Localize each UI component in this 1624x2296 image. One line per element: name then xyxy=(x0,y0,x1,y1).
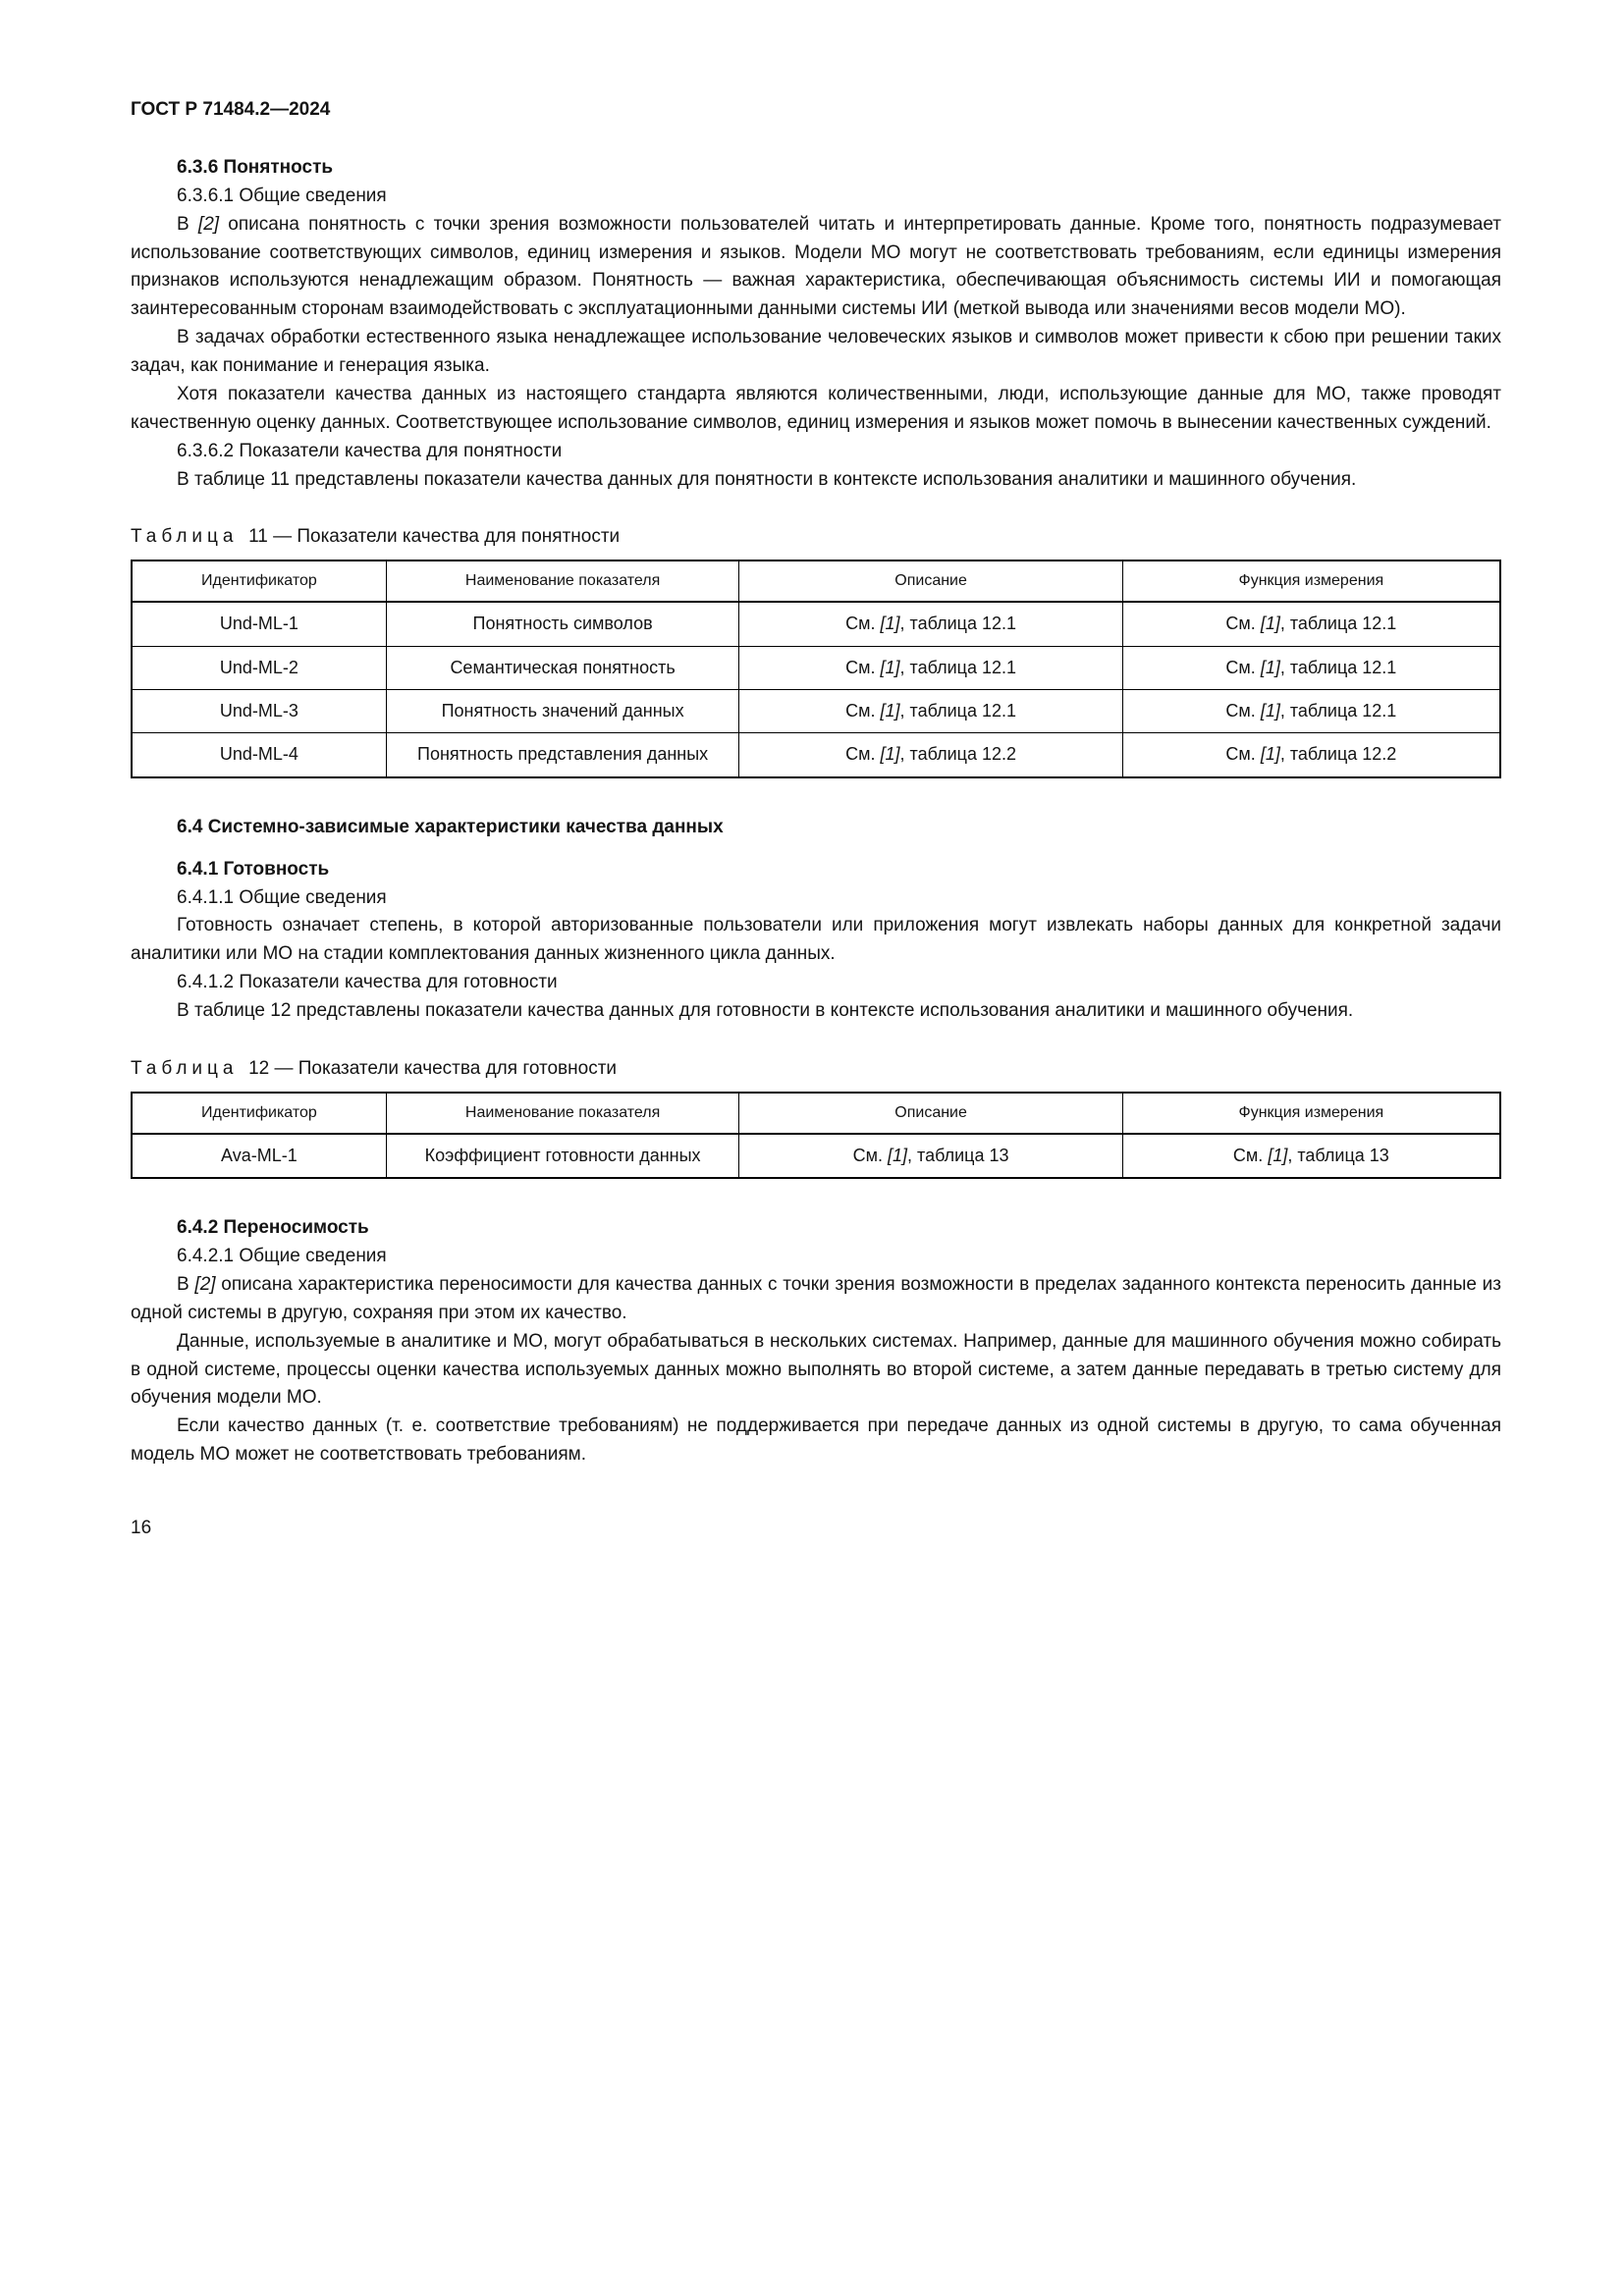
heading-6-4-2: 6.4.2 Переносимость xyxy=(177,1217,369,1239)
subheading-6-4-2-1: 6.4.2.1 Общие сведения xyxy=(177,1246,387,1267)
cell-measure-name: Понятность символов xyxy=(386,602,739,646)
subheading-6-3-6-2: 6.3.6.2 Показатели качества для понятности xyxy=(177,440,563,461)
cell-measure-name: Понятность значений данных xyxy=(386,690,739,733)
cell-measure-name: Коэффициент готовности данных xyxy=(386,1134,739,1178)
table-11-caption xyxy=(131,523,1501,552)
heading-6-4-1: 6.4.1 Готовность xyxy=(177,858,330,880)
cell-description: См. [1], таблица 13 xyxy=(739,1134,1122,1178)
cell-identifier: Und-ML-1 xyxy=(132,602,386,646)
cell-description: См. [1], таблица 12.1 xyxy=(739,602,1122,646)
paragraph-availability-definition: Готовность означает степень, в которой авторизованные пользователи или приложения могут извлекать наборы данных для конкретной задачи аналитики или МО на стадии комплектования данных жизненного цикла данных. xyxy=(131,915,1501,965)
paragraph-table-12-intro: В таблице 12 представлены показатели качества данных для готовности в контексте использования аналитики и машинного обучения. xyxy=(177,1000,1354,1022)
cell-measurement-function: См. [1], таблица 12.2 xyxy=(1122,733,1500,777)
cell-identifier: Ava-ML-1 xyxy=(132,1134,386,1178)
column-header-measure-name: Наименование показателя xyxy=(386,561,739,602)
table-11-header-row xyxy=(132,561,1500,602)
paragraph-understandability-intro: В [2] описана понятность с точки зрения возможности пользователей читать и интерпретировать данные. Кроме того, понятность подразумевает использование соответствующих символов, единиц измерения и языков. Модели МО могут не соответствовать требованиям, если единицы измерения признаков используются ненадлежащим образом. Понятность — важная характеристика, обеспечивающая объяснимость системы ИИ и помогающая заинтересованным сторонам взаимодействовать с эксплуатационными данными системы ИИ (меткой вывода или значениями весов модели МО). xyxy=(131,213,1501,320)
column-header-identifier: Идентификатор xyxy=(132,561,386,602)
table-12-caption xyxy=(131,1055,1501,1084)
table-12-caption-text: 12 — Показатели качества для готовности xyxy=(248,1057,618,1079)
heading-6-4: 6.4 Системно-зависимые характеристики качества данных xyxy=(177,816,724,837)
document-number: ГОСТ Р 71484.2—2024 xyxy=(131,99,331,120)
cell-description: См. [1], таблица 12.2 xyxy=(739,733,1122,777)
page-number: 16 xyxy=(131,1518,152,1539)
column-header-measurement-function: Функция измерения xyxy=(1122,561,1500,602)
paragraph-table-11-intro: В таблице 11 представлены показатели качества данных для понятности в контексте использования аналитики и машинного обучения. xyxy=(177,468,1357,490)
column-header-identifier: Идентификатор xyxy=(132,1093,386,1134)
cell-identifier: Und-ML-3 xyxy=(132,690,386,733)
cell-description: См. [1], таблица 12.1 xyxy=(739,646,1122,689)
heading-6-3-6: 6.3.6 Понятность xyxy=(177,156,334,178)
table-11-understandability-measures xyxy=(131,560,1501,778)
cell-measurement-function: См. [1], таблица 12.1 xyxy=(1122,646,1500,689)
table-12-availability-measures xyxy=(131,1092,1501,1179)
table-row xyxy=(132,646,1500,689)
paragraph-quality-transfer: Если качество данных (т. е. соответствие требованиям) не поддерживается при передаче данных из одной системы в другую, то сама обученная модель МО может не соответствовать требованиям. xyxy=(131,1415,1501,1466)
cell-identifier: Und-ML-4 xyxy=(132,733,386,777)
table-12-caption-word: Таблица xyxy=(131,1057,239,1079)
table-12-header-row xyxy=(132,1093,1500,1134)
cell-measurement-function: См. [1], таблица 12.1 xyxy=(1122,602,1500,646)
cell-identifier: Und-ML-2 xyxy=(132,646,386,689)
cell-measurement-function: См. [1], таблица 13 xyxy=(1122,1134,1500,1178)
table-row xyxy=(132,602,1500,646)
subheading-6-4-1-1: 6.4.1.1 Общие сведения xyxy=(177,886,387,908)
cell-measure-name: Понятность представления данных xyxy=(386,733,739,777)
cell-description: См. [1], таблица 12.1 xyxy=(739,690,1122,733)
paragraph-portability-intro: В [2] описана характеристика переносимости для качества данных с точки зрения возможности в пределах заданного контекста переносить данные из одной системы в другую, сохраняя при этом их качество. xyxy=(131,1273,1502,1323)
table-row xyxy=(132,733,1500,777)
column-header-measurement-function: Функция измерения xyxy=(1122,1093,1500,1134)
subheading-6-3-6-1: 6.3.6.1 Общие сведения xyxy=(177,185,387,206)
column-header-measure-name: Наименование показателя xyxy=(386,1093,739,1134)
paragraph-nlp-tasks: В задачах обработки естественного языка ненадлежащее использование человеческих языков и символов может привести к сбою при решении таких задач, как понимание и генерация языка. xyxy=(131,327,1501,376)
cell-measure-name: Семантическая понятность xyxy=(386,646,739,689)
table-row xyxy=(132,690,1500,733)
paragraph-qualitative-assessment: Хотя показатели качества данных из настоящего стандарта являются количественными, люди, использующие данные для МО, также проводят качественную оценку данных. Соответствующее использование символов, единиц измерения и языков может помочь в вынесении качественных суждений. xyxy=(131,383,1501,433)
table-11-caption-word: Таблица xyxy=(131,526,239,548)
column-header-description: Описание xyxy=(739,1093,1122,1134)
paragraph-multiple-systems: Данные, используемые в аналитике и МО, могут обрабатываться в нескольких системах. Например, данные для машинного обучения можно собирать в одной системе, процессы оценки качества используемых данных можно выполнять во второй системе, а затем данные передавать в третью систему для обучения модели МО. xyxy=(131,1330,1501,1409)
column-header-description: Описание xyxy=(739,561,1122,602)
cell-measurement-function: См. [1], таблица 12.1 xyxy=(1122,690,1500,733)
subheading-6-4-1-2: 6.4.1.2 Показатели качества для готовности xyxy=(177,972,558,993)
table-row xyxy=(132,1134,1500,1178)
table-11-caption-text: 11 — Показатели качества для понятности xyxy=(248,526,621,548)
